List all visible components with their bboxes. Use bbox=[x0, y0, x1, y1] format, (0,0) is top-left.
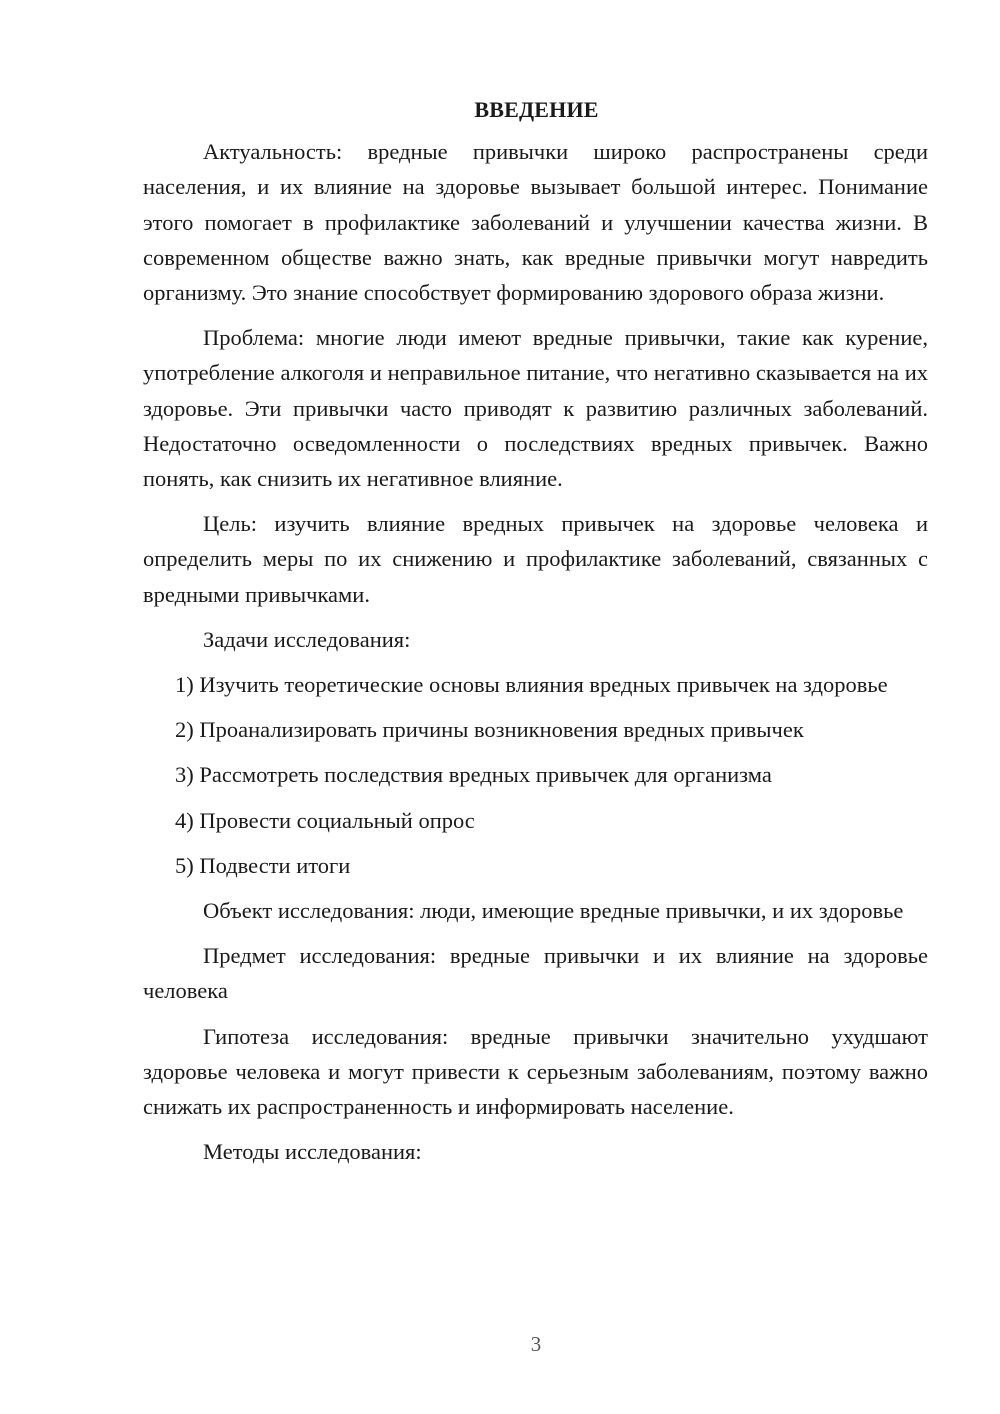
tasks-list bbox=[143, 667, 928, 883]
methods-heading: Методы исследования: bbox=[203, 1139, 422, 1165]
page-number: 3 bbox=[530, 1332, 542, 1356]
list-item: 2) Проанализировать причины возникновения вредных привычек bbox=[175, 717, 804, 743]
subject-paragraph: Предмет исследования: вредные привычки и их влияние на здоровье человека bbox=[143, 943, 928, 1004]
list-item: 1) Изучить теоретические основы влияния вредных привычек на здоровье bbox=[175, 672, 888, 698]
page-content bbox=[143, 92, 928, 1179]
problem-paragraph: Проблема: многие люди имеют вредные привычки, такие как курение, употребление алкоголя и неправильное питание, что негативно сказывается на их здоровье. Эти привычки часто приводят к развитию различных заболеваний. Недостаточно осведомленности о последствиях вредных привычек. Важно понять, как снизить их негативное влияние. bbox=[143, 325, 928, 492]
list-item: 5) Подвести итоги bbox=[175, 852, 351, 878]
list-item: 4) Провести социальный опрос bbox=[175, 807, 475, 833]
tasks-heading: Задачи исследования: bbox=[203, 626, 411, 652]
list-item: 3) Рассмотреть последствия вредных привычек для организма bbox=[175, 762, 772, 788]
relevance-paragraph: Актуальность: вредные привычки широко распространены среди населения, и их влияние на здоровье вызывает большой интерес. Понимание этого помогает в профилактике заболеваний и улучшении качества жизни. В современном обществе важно знать, как вредные привычки могут навредить организму. Это знание способствует формированию здорового образа жизни. bbox=[143, 139, 928, 306]
page-title: ВВЕДЕНИЕ bbox=[474, 97, 599, 122]
object-paragraph: Объект исследования: люди, имеющие вредные привычки, и их здоровье bbox=[203, 898, 904, 924]
hypothesis-paragraph: Гипотеза исследования: вредные привычки значительно ухудшают здоровье человека и могут привести к серьезным заболеваниям, поэтому важно снижать их распространенность и информировать население. bbox=[143, 1023, 928, 1120]
goal-paragraph: Цель: изучить влияние вредных привычек на здоровье человека и определить меры по их снижению и профилактике заболеваний, связанных с вредными привычками. bbox=[143, 511, 928, 607]
